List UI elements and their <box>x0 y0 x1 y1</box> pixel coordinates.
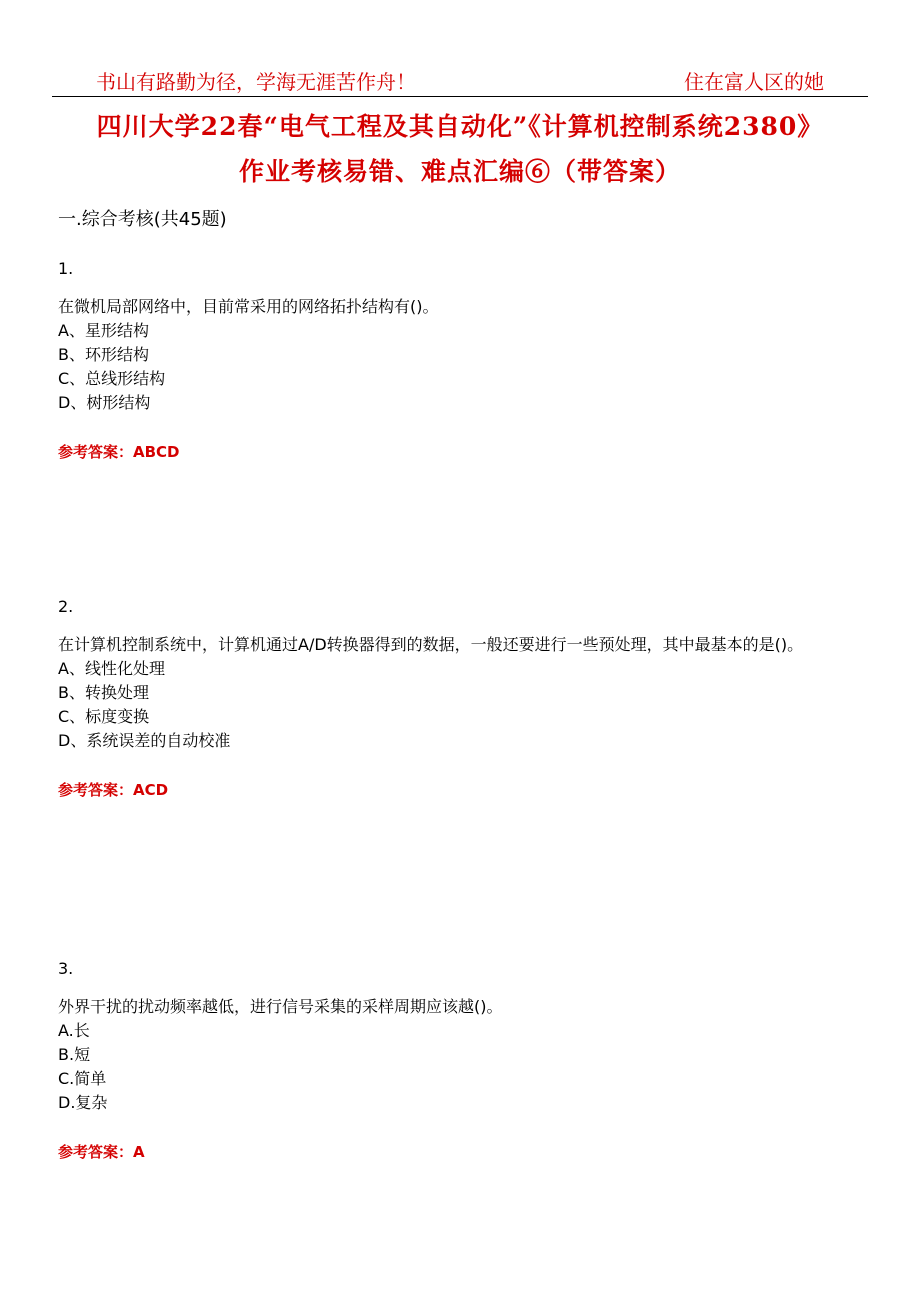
option-b: B.短 <box>58 1045 91 1064</box>
option-b: B、环形结构 <box>58 345 149 364</box>
question-stem: 在计算机控制系统中，计算机通过A/D转换器得到的数据，一般还要进行一些预处理，其中最基本的是()。 <box>58 635 804 654</box>
question-stem: 外界干扰的扰动频率越低，进行信号采集的采样周期应该越()。 <box>58 997 503 1016</box>
option-a: A.长 <box>58 1021 90 1040</box>
answer-key: 参考答案：ABCD <box>58 443 180 461</box>
question-number: 2. <box>58 597 74 616</box>
header-author: 住在富人区的她 <box>684 70 824 94</box>
option-d: D.复杂 <box>58 1093 108 1112</box>
page-header <box>52 62 868 97</box>
document-title-line-2: 作业考核易错、难点汇编⑥（带答案） <box>238 157 681 186</box>
answer-key: 参考答案：ACD <box>58 781 169 799</box>
question-stem: 在微机局部网络中，目前常采用的网络拓扑结构有()。 <box>58 297 439 316</box>
option-c: C.简单 <box>58 1069 107 1088</box>
question-number: 1. <box>58 259 74 278</box>
option-d: D、系统误差的自动校准 <box>58 731 231 750</box>
answer-key: 参考答案：A <box>58 1143 145 1161</box>
section-heading: 一.综合考核(共45题) <box>58 209 227 230</box>
option-a: A、线性化处理 <box>58 659 165 678</box>
question-2 <box>58 595 868 802</box>
header-motto: 书山有路勤为径，学海无涯苦作舟！ <box>96 70 416 94</box>
option-c: C、总线形结构 <box>58 369 166 388</box>
document-title-line-1: 四川大学22春“电气工程及其自动化”《计算机控制系统2380》 <box>96 112 824 141</box>
question-1 <box>58 257 868 464</box>
question-3 <box>58 957 868 1164</box>
option-c: C、标度变换 <box>58 707 150 726</box>
option-b: B、转换处理 <box>58 683 149 702</box>
option-a: A、星形结构 <box>58 321 149 340</box>
question-number: 3. <box>58 959 74 978</box>
option-d: D、树形结构 <box>58 393 151 412</box>
